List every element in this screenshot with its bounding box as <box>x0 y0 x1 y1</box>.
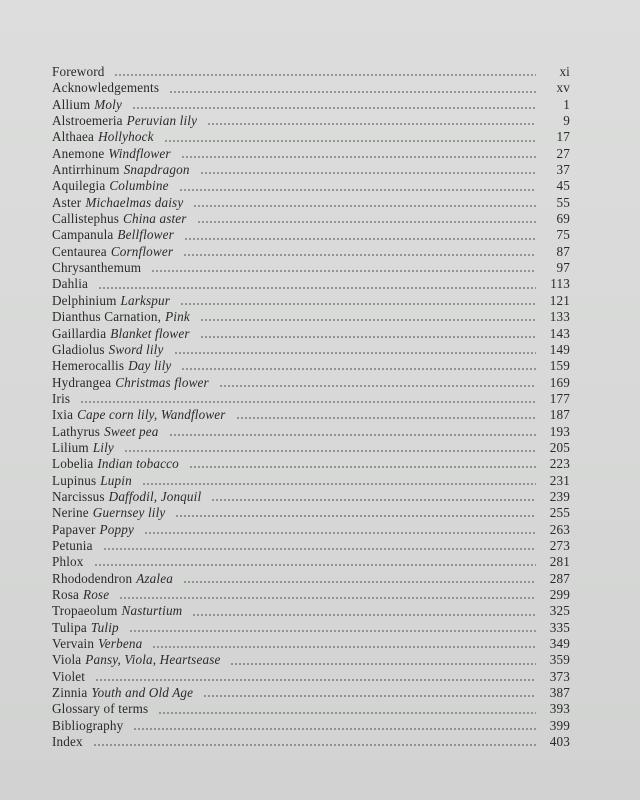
toc-entry-page-number: 335 <box>549 619 570 635</box>
toc-entry-common-name: Indian tobacco <box>97 456 179 472</box>
toc-entry-title: Vervain <box>52 636 95 652</box>
dot-leader <box>200 335 536 339</box>
dot-leader <box>93 743 536 747</box>
toc-entry <box>52 669 570 685</box>
toc-entry-title: Tulipa <box>52 619 87 635</box>
toc-entry-title: Nerine <box>52 505 89 521</box>
dot-leader <box>230 662 536 666</box>
dot-leader <box>193 204 536 208</box>
dot-leader <box>192 613 536 617</box>
toc-entry-common-name: Lupin <box>100 472 132 488</box>
toc-entry <box>52 146 570 162</box>
toc-entry-common-name: Hollyhock <box>98 129 154 145</box>
toc-entry <box>52 473 570 489</box>
toc-entry <box>52 456 570 472</box>
toc-entry-title: Hemerocallis <box>52 358 125 374</box>
toc-entry-page-number: 387 <box>549 685 570 701</box>
dot-leader <box>200 318 536 322</box>
toc-entry-page-number: 17 <box>556 129 570 145</box>
dot-leader <box>207 122 536 126</box>
toc-entry-title: Alstroemeria <box>52 113 123 129</box>
dot-leader <box>94 563 536 567</box>
dot-leader <box>181 155 536 159</box>
toc-entry-title: Glossary of terms <box>52 701 149 717</box>
toc-entry-page-number: 349 <box>549 636 570 652</box>
dot-leader <box>236 416 536 420</box>
toc-entry-page-number: 37 <box>556 162 570 178</box>
toc-entry <box>52 244 570 260</box>
toc-entry-common-name: Nasturtium <box>121 603 183 619</box>
dot-leader <box>181 367 536 371</box>
dot-leader <box>119 596 536 600</box>
toc-entry-title: Viola <box>52 652 82 668</box>
toc-entry <box>52 375 570 391</box>
toc-entry <box>52 97 570 113</box>
dot-leader <box>211 498 536 502</box>
toc-entry-title: Index <box>52 734 83 750</box>
toc-entry-page-number: 359 <box>549 652 570 668</box>
toc-entry-page-number: 9 <box>563 113 570 129</box>
toc-entry-page-number: 143 <box>549 325 570 341</box>
toc-entry <box>52 358 570 374</box>
dot-leader <box>114 73 536 77</box>
toc-entry <box>52 587 570 603</box>
toc-entry <box>52 603 570 619</box>
toc-entry <box>52 489 570 505</box>
toc-entry-page-number: 159 <box>549 358 570 374</box>
toc-entry-page-number: 403 <box>549 734 570 750</box>
toc-entry-common-name: Lily <box>92 439 114 455</box>
toc-entry-common-name: China aster <box>123 211 187 227</box>
toc-entry-page-number: xi <box>559 64 570 79</box>
toc-entry <box>52 522 570 538</box>
toc-entry-common-name: Windflower <box>108 145 171 161</box>
toc-entry-common-name: Tulip <box>90 619 119 635</box>
toc-entry <box>52 326 570 342</box>
toc-entry-page-number: 75 <box>556 227 570 243</box>
toc-entry-title: Narcissus <box>52 488 105 504</box>
toc-entry <box>52 701 570 717</box>
toc-entry-title: Gladiolus <box>52 341 105 357</box>
toc-entry-page-number: 223 <box>549 456 570 472</box>
dot-leader <box>169 90 536 94</box>
toc-entry-common-name: Guernsey lily <box>92 505 166 521</box>
toc-entry <box>52 652 570 668</box>
toc-entry-title: Antirrhinum <box>52 162 120 178</box>
toc-entry-page-number: 187 <box>549 407 570 423</box>
toc-entry-common-name: Cape corn lily, Wandflower <box>77 407 226 423</box>
toc-entry-page-number: 299 <box>549 587 570 602</box>
toc-entry <box>52 391 570 407</box>
dot-leader <box>174 351 536 355</box>
toc-entry-common-name: Moly <box>94 96 122 112</box>
toc-entry-title: Althaea <box>52 129 95 145</box>
dot-leader <box>158 711 536 715</box>
toc-entry-common-name: Poppy <box>99 521 134 537</box>
toc-entry-page-number: 1 <box>563 96 570 112</box>
toc-entry-common-name: Larkspur <box>120 292 171 308</box>
toc-entry-common-name: Youth and Old Age <box>91 685 194 701</box>
toc-entry-title: Zinnia <box>52 685 88 701</box>
dot-leader <box>80 400 536 404</box>
toc-entry-page-number: 97 <box>556 260 570 276</box>
toc-entry-page-number: 121 <box>549 292 570 308</box>
toc-entry <box>52 718 570 734</box>
dot-leader <box>164 139 536 143</box>
toc-entry-title: Tropaeolum <box>52 603 118 619</box>
toc-entry-page-number: 149 <box>549 341 570 357</box>
toc-entry-title: Lobelia <box>52 456 94 472</box>
toc-entry <box>52 129 570 145</box>
toc-entry-title: Phlox <box>52 554 84 570</box>
toc-entry-common-name: Rose <box>82 587 110 602</box>
toc-entry-page-number: 87 <box>556 243 570 259</box>
dot-leader <box>132 106 536 110</box>
toc-entry <box>52 293 570 309</box>
toc-entry-title: Lathyrus <box>52 423 101 439</box>
toc-entry-common-name: Michaelmas daisy <box>85 194 184 210</box>
dot-leader <box>169 433 536 437</box>
toc-entry-page-number: 231 <box>549 472 570 488</box>
toc-entry-title: Lilium <box>52 439 89 455</box>
toc-entry-title: Aster <box>52 194 82 210</box>
dot-leader <box>179 188 536 192</box>
toc-entry-title: Aquilegia <box>52 178 106 194</box>
toc-entry-page-number: 273 <box>549 537 570 553</box>
dot-leader <box>203 694 536 698</box>
toc-entry-title: Rhododendron <box>52 570 133 586</box>
toc-entry <box>52 211 570 227</box>
toc-entry-page-number: 177 <box>549 390 570 406</box>
toc-entry-title: Papaver <box>52 521 96 537</box>
toc-entry-page-number: 45 <box>556 178 570 194</box>
toc-entry-page-number: 169 <box>549 374 570 390</box>
dot-leader <box>175 514 536 518</box>
toc-entry-common-name: Day lily <box>128 358 172 374</box>
dot-leader <box>200 171 536 175</box>
toc-entry-common-name: Christmas flower <box>115 374 209 390</box>
toc-entry <box>52 571 570 587</box>
dot-leader <box>142 482 536 486</box>
toc-entry-title: Allium <box>52 96 91 112</box>
toc-entry-page-number: 263 <box>549 521 570 537</box>
toc-entry <box>52 227 570 243</box>
toc-entry <box>52 620 570 636</box>
toc-entry-page-number: 239 <box>549 488 570 504</box>
toc-entry-common-name: Azalea <box>136 570 173 586</box>
toc-entry <box>52 538 570 554</box>
toc-entry <box>52 162 570 178</box>
toc-entry-title: Gaillardia <box>52 325 107 341</box>
toc-entry-page-number: 205 <box>549 439 570 455</box>
toc-entry-page-number: 325 <box>549 603 570 619</box>
toc-entry-common-name: Sword lily <box>108 341 164 357</box>
toc-entry-common-name: Verbena <box>98 636 143 652</box>
toc-entry-common-name: Cornflower <box>110 243 174 259</box>
toc-entry-page-number: 55 <box>556 194 570 210</box>
toc-entry-title: Rosa <box>52 587 79 602</box>
dot-leader <box>183 580 536 584</box>
toc-entry-title: Bibliography <box>52 717 124 733</box>
dot-leader <box>95 678 536 682</box>
toc-entry-title: Foreword <box>52 64 105 79</box>
table-of-contents <box>52 64 570 750</box>
toc-entry-page-number: 399 <box>549 717 570 733</box>
toc-entry-title: Dahlia <box>52 276 89 292</box>
toc-entry-page-number: 255 <box>549 505 570 521</box>
toc-entry <box>52 685 570 701</box>
toc-entry <box>52 407 570 423</box>
toc-entry-common-name: Columbine <box>109 178 169 194</box>
toc-entry <box>52 276 570 292</box>
toc-entry-title: Acknowledgements <box>52 80 160 96</box>
toc-entry <box>52 195 570 211</box>
toc-entry <box>52 342 570 358</box>
toc-entry-title: Callistephus <box>52 211 120 227</box>
toc-entry-title: Anemone <box>52 145 105 161</box>
toc-entry-page-number: 281 <box>549 554 570 570</box>
toc-entry-common-name: Bellflower <box>117 227 174 243</box>
toc-entry-page-number: 27 <box>556 145 570 161</box>
toc-entry-title: Petunia <box>52 537 93 553</box>
toc-entry <box>52 309 570 325</box>
toc-entry-title: Centaurea <box>52 243 107 259</box>
toc-entry <box>52 554 570 570</box>
toc-entry-title: Hydrangea <box>52 374 112 390</box>
toc-entry-title: Lupinus <box>52 472 97 488</box>
toc-entry-page-number: 69 <box>556 211 570 227</box>
dot-leader <box>98 286 536 290</box>
toc-entry-title: Dianthus Carnation, <box>52 309 162 325</box>
dot-leader <box>180 302 536 306</box>
dot-leader <box>124 449 536 453</box>
toc-entry-common-name: Snapdragon <box>123 162 190 178</box>
dot-leader <box>144 531 536 535</box>
dot-leader <box>219 384 536 388</box>
dot-leader <box>152 645 536 649</box>
toc-entry <box>52 80 570 96</box>
toc-entry-page-number: 133 <box>549 309 570 325</box>
dot-leader <box>103 547 536 551</box>
toc-entry <box>52 64 570 80</box>
toc-entry <box>52 113 570 129</box>
toc-entry <box>52 440 570 456</box>
toc-entry-common-name: Pansy, Viola, Heartsease <box>85 652 221 668</box>
dot-leader <box>129 629 536 633</box>
toc-entry <box>52 505 570 521</box>
toc-entry-title: Violet <box>52 668 86 684</box>
toc-entry-page-number: 393 <box>549 701 570 717</box>
toc-entry-common-name: Daffodil, Jonquil <box>108 488 202 504</box>
toc-entry-page-number: 113 <box>550 276 570 292</box>
toc-entry-page-number: 287 <box>549 570 570 586</box>
dot-leader <box>133 727 536 731</box>
toc-entry-title: Delphinium <box>52 292 117 308</box>
toc-entry-page-number: 193 <box>549 423 570 439</box>
toc-entry-title: Iris <box>52 390 71 406</box>
toc-entry-common-name: Blanket flower <box>110 325 190 341</box>
toc-entry <box>52 734 570 750</box>
toc-entry-common-name: Peruvian lily <box>126 113 198 129</box>
dot-leader <box>197 220 536 224</box>
dot-leader <box>189 465 536 469</box>
dot-leader <box>184 237 536 241</box>
dot-leader <box>183 253 536 257</box>
toc-entry <box>52 260 570 276</box>
toc-entry <box>52 636 570 652</box>
toc-entry <box>52 178 570 194</box>
toc-entry-page-number: xv <box>556 80 570 96</box>
toc-entry-common-name: Sweet pea <box>104 423 159 439</box>
toc-entry-common-name: Pink <box>165 309 190 325</box>
dot-leader <box>151 269 536 273</box>
toc-entry-title: Campanula <box>52 227 114 243</box>
toc-entry-title: Ixia <box>52 407 74 423</box>
toc-entry <box>52 424 570 440</box>
toc-entry-page-number: 373 <box>549 668 570 684</box>
toc-entry-title: Chrysanthemum <box>52 260 142 276</box>
